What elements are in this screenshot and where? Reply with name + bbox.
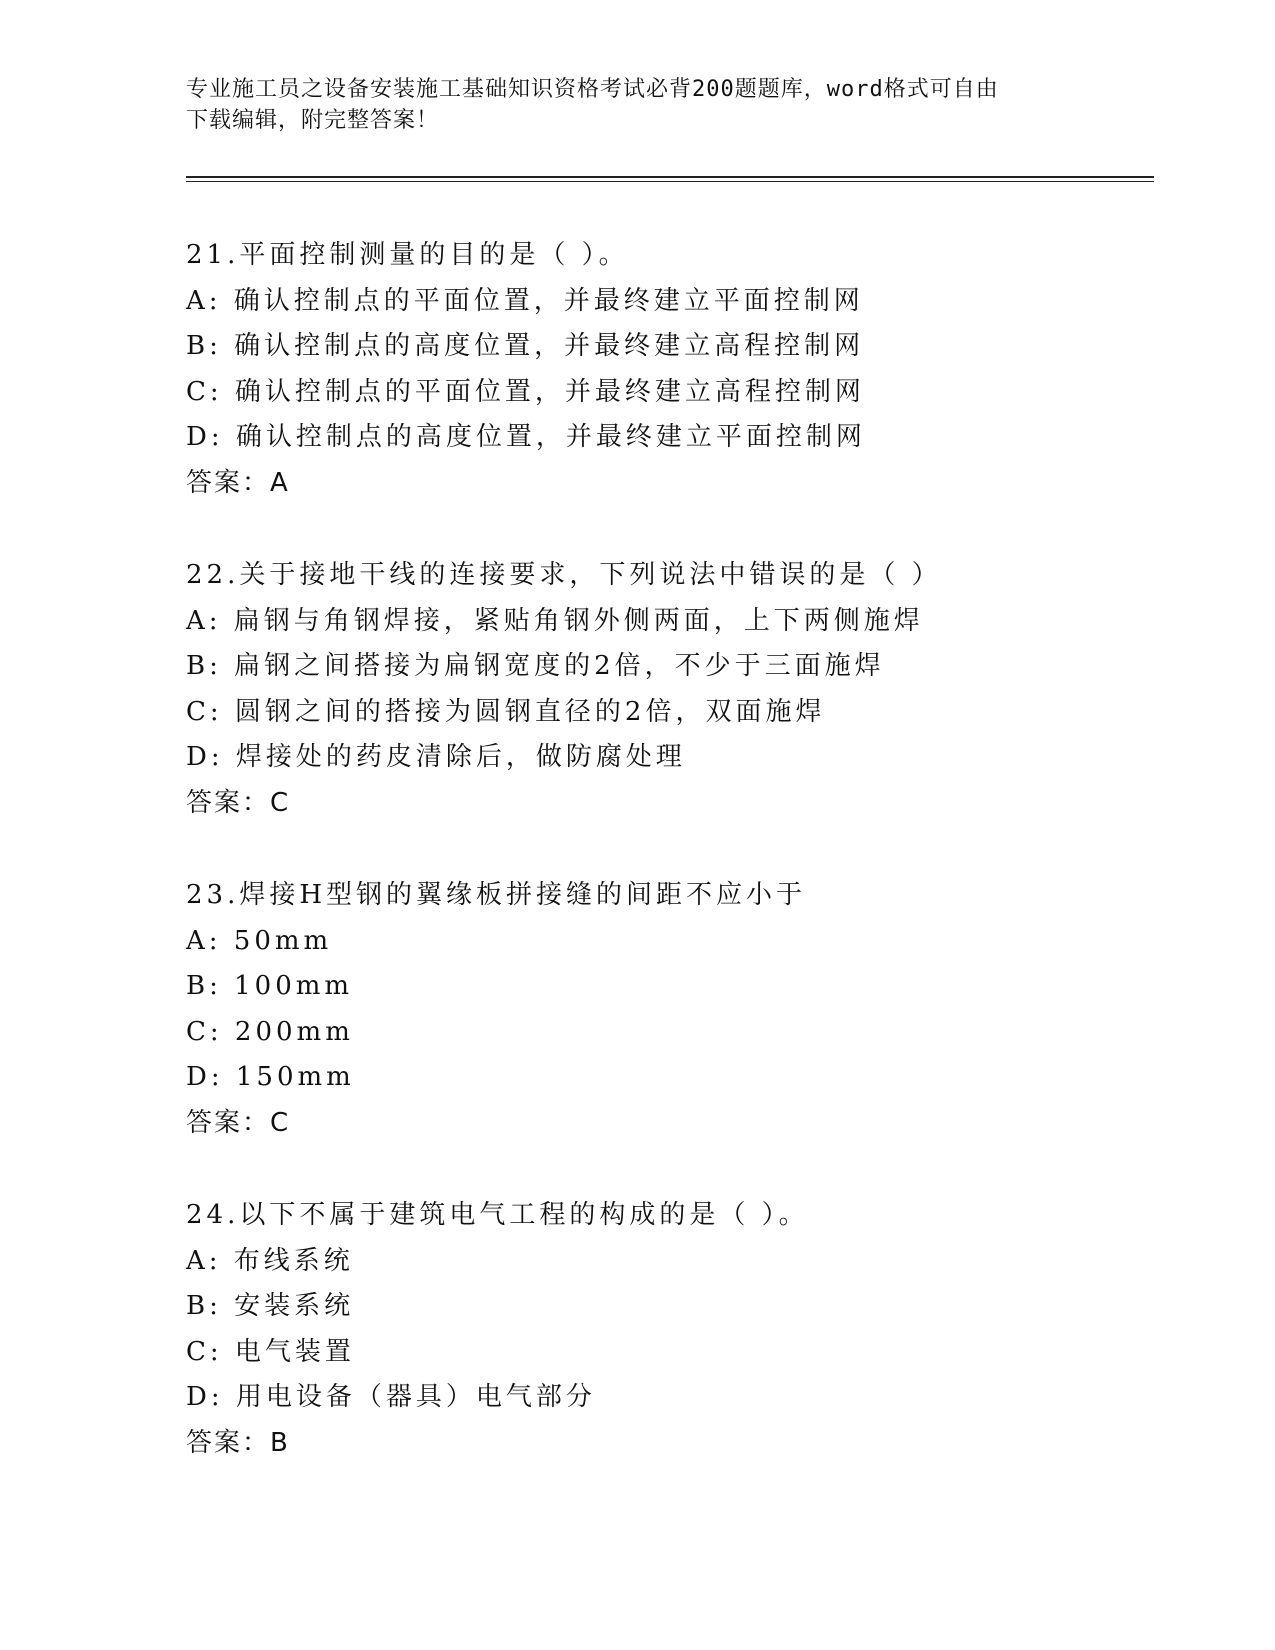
question-stem: 23.焊接H型钢的翼缘板拼接缝的间距不应小于 xyxy=(186,880,807,910)
option-c: C: 圆钢之间的搭接为圆钢直径的2倍，双面施焊 xyxy=(186,696,826,727)
option-b: B: 扁钢之间搭接为扁钢宽度的2倍，不少于三面施焊 xyxy=(186,651,885,681)
option-d: D: 焊接处的药皮清除后，做防腐处理 xyxy=(186,742,686,772)
document-header xyxy=(186,74,1086,136)
question-23 xyxy=(186,873,1146,1193)
header-title-line-1: 专业施工员之设备安装施工基础知识资格考试必背200题题库，word格式可自由 xyxy=(186,77,999,102)
option-d: D: 150mm xyxy=(186,1062,355,1092)
option-d: D: 用电设备（器具）电气部分 xyxy=(186,1382,596,1412)
option-b: B: 确认控制点的高度位置，并最终建立高程控制网 xyxy=(186,331,865,361)
question-stem: 24.以下不属于建筑电气工程的构成的是（ ）。 xyxy=(186,1200,809,1230)
answer-label: 答案：C xyxy=(186,1107,291,1138)
option-a: A: 扁钢与角钢焊接，紧贴角钢外侧两面，上下两侧施焊 xyxy=(186,605,924,636)
header-divider-thick xyxy=(186,176,1154,178)
question-list xyxy=(186,233,1146,1513)
question-21 xyxy=(186,233,1146,553)
option-b: B: 100mm xyxy=(186,971,354,1001)
option-c: C: 电气装置 xyxy=(186,1336,355,1367)
option-c: C: 200mm xyxy=(186,1016,354,1047)
answer-label: 答案：A xyxy=(186,467,290,498)
option-c: C: 确认控制点的平面位置，并最终建立高程控制网 xyxy=(186,376,865,407)
option-b: B: 安装系统 xyxy=(186,1291,355,1321)
option-a: A: 布线系统 xyxy=(186,1245,354,1276)
option-a: A: 50mm xyxy=(186,925,333,956)
question-22 xyxy=(186,553,1146,873)
option-a: A: 确认控制点的平面位置，并最终建立平面控制网 xyxy=(186,285,864,316)
answer-label: 答案：C xyxy=(186,787,291,818)
header-divider-thin xyxy=(186,181,1154,182)
option-d: D: 确认控制点的高度位置，并最终建立平面控制网 xyxy=(186,422,866,452)
question-stem: 22.关于接地干线的连接要求，下列说法中错误的是（ ） xyxy=(186,560,942,590)
answer-label: 答案：B xyxy=(186,1427,290,1458)
question-24 xyxy=(186,1193,1146,1513)
header-title-line-2: 下载编辑，附完整答案！ xyxy=(186,108,440,133)
question-stem: 21.平面控制测量的目的是（ ）。 xyxy=(186,240,629,270)
